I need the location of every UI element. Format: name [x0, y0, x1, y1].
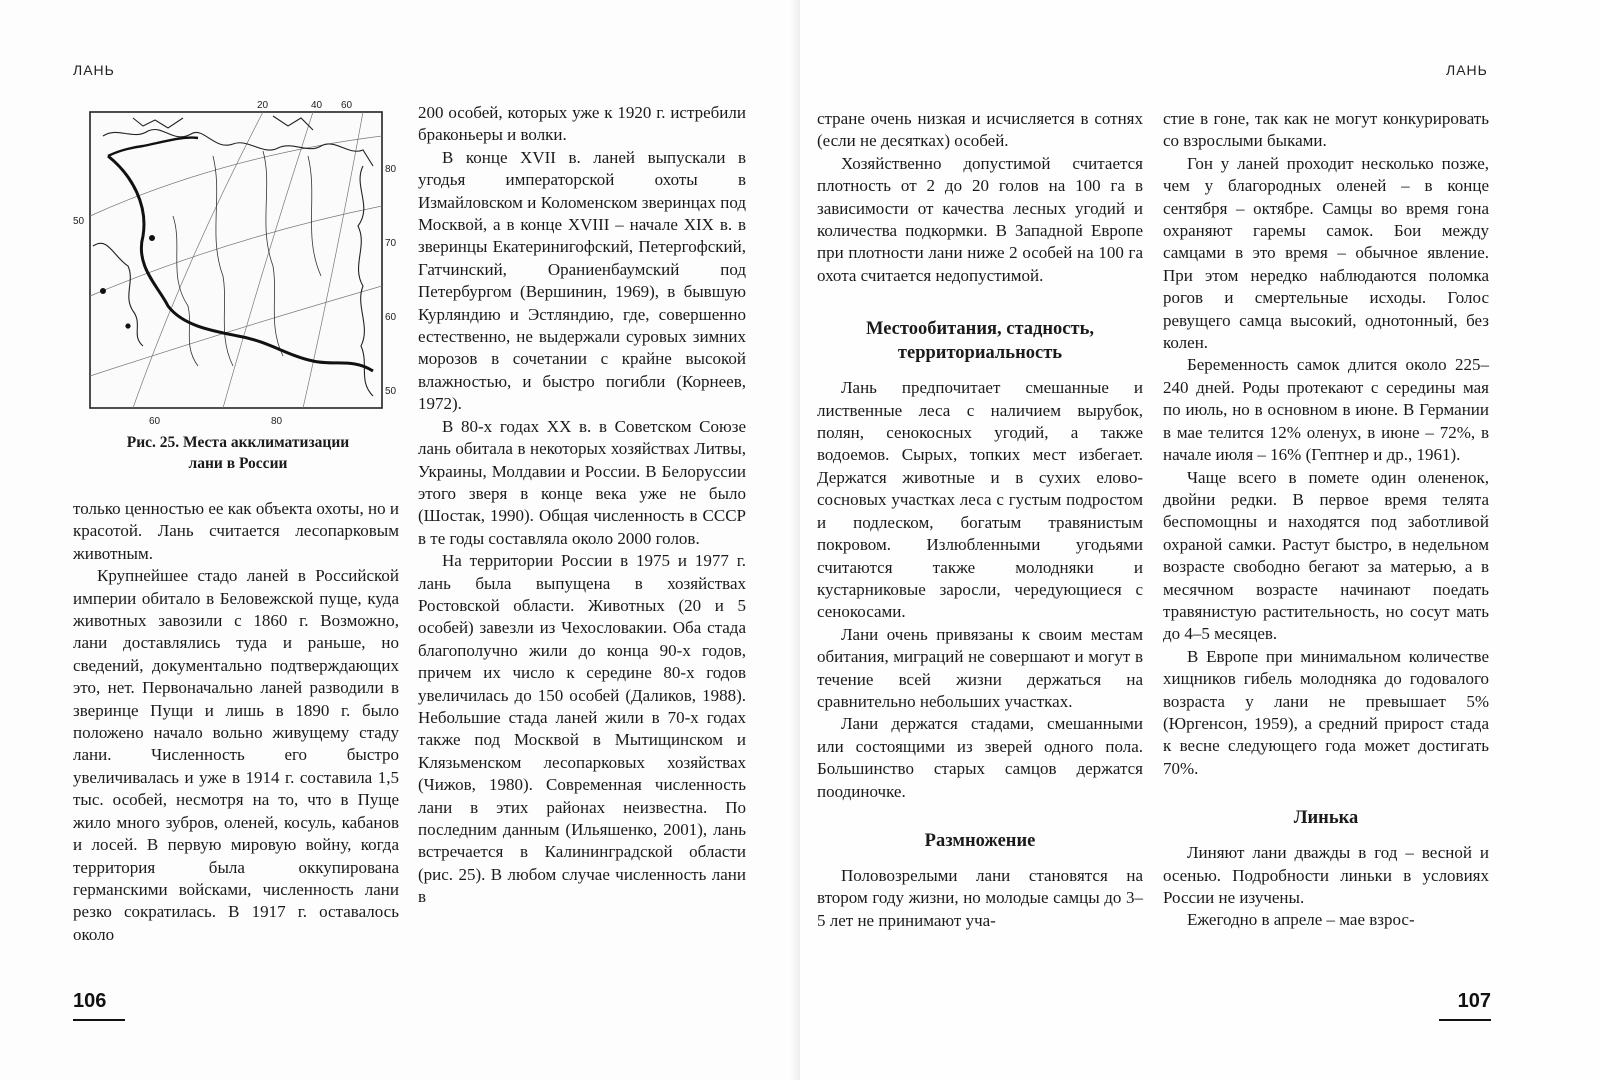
paragraph: Крупнейшее стадо ланей в Российской империи обитало в Беловежской пуще, куда животных завозили с 1860 г. Возможно, лани доставлялись туда и раньше, но сведений, документально подтверждающих это, нет. Первоначально ланей разводили в зверинце Пущи и лишь в 1890 г. было положено начало вольно живущему стаду лани. Численность его быстро увеличивалась и уже в 1914 г. составила 1,5 тыс. особей, несмотря на то, что в Пуще жило много зубров, оленей, косуль, кабанов и лосей. В первую мировую войну, когда территория была оккупирована германскими войсками, численность лани резко сократилась. В 1917 г. оставалось около — [73, 566, 399, 944]
map-label-right-50: 50 — [385, 386, 397, 397]
map-label-right-60: 60 — [385, 312, 397, 323]
paragraph: стране очень низкая и исчисляется в сотнях (если не десятках) особей. — [817, 109, 1143, 151]
figure-caption-line2: лани в России — [188, 455, 288, 472]
right-column-1 — [817, 108, 1143, 932]
paragraph: Половозрелыми лани становятся на втором году жизни, но молодые самцы до 3–5 лет не принимают уча- — [817, 865, 1143, 930]
paragraph: В конце XVII в. ланей выпускали в угодья императорской охоты в Измайловском и Коломенском зверинцах под Москвой, а в конце XVIII – начале XIX в. в зверинцы Екатеринигофский, Петергофский, Гатчинский, Ораниенбаумский под Петербургом (Вершинин, 1969), в бывшую Курляндию и Эстляндию, где, совершенно естественно, не выдержали суровых зимних морозов в сочетании с крайне высокой влажностью, и быстро погибли (Корнеев, 1972). — [418, 147, 746, 414]
map-point-rostov — [125, 323, 130, 328]
paragraph: Гон у ланей проходит несколько позже, чем у благородных оленей – в конце сентября – октябре. Самцы во время гона охраняют гаремы самок. Бои между самцами в это время – обычное явление. При этом нередко наблюдаются поломка рогов и смертельные исходы. Голос ревущего самца высокий, однотонный, без колен. — [1163, 153, 1489, 353]
paragraph: Лани очень привязаны к своим местам обитания, миграций не совершают и могут в течение всей жизни держаться на сравнительно небольших участках. — [817, 624, 1143, 711]
paragraph: стие в гоне, так как не могут конкурировать со взрослыми быками. — [1163, 109, 1489, 151]
running-head-left: ЛАНЬ — [73, 62, 115, 78]
paragraph: В 80-х годах XX в. в Советском Союзе лань обитала в некоторых хозяйствах Литвы, Украины, Молдавии и России. В Белоруссии этого зверя в конце века уже не было (Шостак, 1990). Общая численность в СССР в те годы составляла около 2000 голов. — [418, 416, 746, 548]
russia-map — [73, 96, 403, 426]
paragraph: Чаще всего в помете один олененок, двойни редки. В первое время телята беспомощны и находятся под заботливой охраной самки. Растут быстро, в недельном возрасте свободно бегают за матерью, а в месячном возрасте начинают поедать травянистую растительность, но сосут мать до 4–5 месяцев. — [1163, 467, 1489, 644]
paragraph: На территории России в 1975 и 1977 г. лань была выпущена в хозяйствах Ростовской области. Животных (20 и 5 особей) завезли из Чехословакии. Оба стада благополучно жили до конца 90-х годов, причем их число к середине 80-х годов увеличилась до 150 особей (Даликов, 1988). Небольшие стада ланей жили в 70-х годах также под Москвой в Мытищинском и Клязьменском лесопарковых хозяйствах (Чижов, 1980). Современная численность лани в этих районах неизвестна. По последним данным (Ильяшенко, 2001), лань встречается в Калининградской области (рис. 25). В любом случае численность лани в — [418, 551, 746, 907]
map-label-bottom-60: 60 — [149, 416, 161, 426]
page-number-right: 107 — [1439, 990, 1491, 1021]
paragraph: Ежегодно в апреле – мае взрос- — [1187, 910, 1415, 930]
map-figure — [73, 96, 403, 474]
map-label-bottom-80: 80 — [271, 416, 283, 426]
paragraph: Лани держатся стадами, смешанными или состоящими из зверей одного пола. Большинство старых самцов держатся поодиночке. — [817, 714, 1143, 801]
page-number-left: 106 — [73, 990, 125, 1021]
map-point-acclimatization — [149, 235, 155, 241]
map-label-left-50: 50 — [73, 216, 85, 227]
paragraph: Линяют лани дважды в год – весной и осенью. Подробности линьки в условиях России не изучены. — [1163, 843, 1489, 907]
map-label-top-60: 60 — [341, 100, 353, 111]
figure-caption — [73, 432, 403, 474]
right-column-2 — [1163, 108, 1489, 932]
left-column-1 — [73, 498, 399, 946]
map-label-top-20: 20 — [257, 100, 269, 111]
paragraph: В Европе при минимальном количестве хищников гибель молодняка до годовалого возраста у лани не превышает 5% (Юргенсон, 1959), а средний прирост стада к весне следующего года может достигать 70%. — [1163, 646, 1489, 778]
map-point-kaliningrad — [100, 288, 106, 294]
paragraph: 200 особей, которых уже к 1920 г. истребили браконьеры и волки. — [418, 103, 746, 145]
section-heading-habitat: Местообитания, стадность, территориальность — [865, 319, 1094, 364]
paragraph: Хозяйственно допустимой считается плотность от 2 до 20 голов на 100 га в зависимости от качества лесных угодий и количества подкормки. В Западной Европе при плотности лани ниже 2 особей на 100 га охота считается недопустимой. — [817, 153, 1143, 285]
paragraph: только ценностью ее как объекта охоты, но и красотой. Лань считается лесопарковым животным. — [73, 499, 399, 563]
left-column-2 — [418, 102, 746, 909]
section-heading-reproduction: Размножение — [924, 830, 1036, 851]
map-label-top-40: 40 — [311, 100, 323, 111]
section-heading-molting: Линька — [1293, 808, 1359, 829]
running-head-right: ЛАНЬ — [1446, 62, 1488, 78]
paragraph: Лань предпочитает смешанные и лиственные леса с наличием вырубок, полян, сенокосных угодий, а также водоемов. Сырых, топких мест избегает. Держатся животные и в сухих елово-сосновых участках леса с густым подростом и подлеском, богатым травянистым покровом. Излюбленными угодьями считаются также молодняки и кустарниковые заросли, чередующиеся с сенокосами. — [817, 378, 1143, 622]
paragraph: Беременность самок длится около 225–240 дней. Роды протекают с середины мая по июль, но в основном в июне. В Германии в мае телится 12% оленух, в июне – 72%, в начале июля – 16% (Гептнер и др., 1961). — [1163, 355, 1489, 465]
map-label-right-80: 80 — [385, 164, 397, 175]
map-label-right-70: 70 — [385, 238, 397, 249]
figure-caption-line1: Рис. 25. Места акклиматизации — [126, 434, 350, 451]
